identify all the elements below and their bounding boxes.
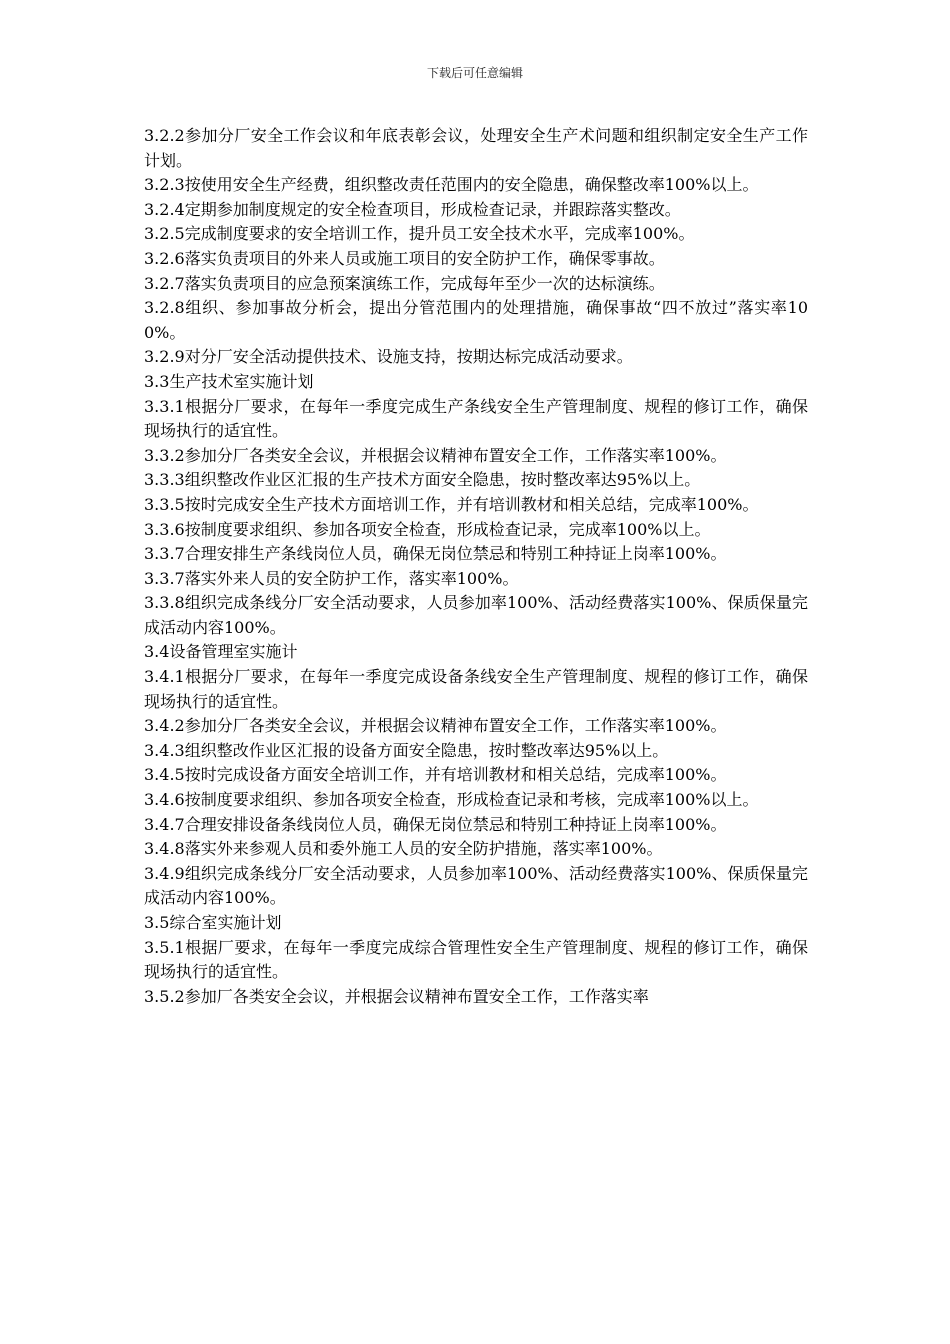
- paragraph-3-3-1: 3.3.1根据分厂要求，在每年一季度完成生产条线安全生产管理制度、规程的修订工作，确保现场执行的适宜性。: [144, 396, 808, 441]
- page-header: 下载后可任意编辑: [426, 66, 523, 80]
- paragraph-3-4-6: 3.4.6按制度要求组织、参加各项安全检查，形成检查记录和考核，完成率100%以上。: [144, 790, 759, 810]
- paragraph-3-3-2: 3.3.2参加分厂各类安全会议，并根据会议精神布置安全工作，工作落实率100%。: [144, 445, 727, 465]
- paragraph-3-2-2: 3.2.2参加分厂安全工作会议和年底表彰会议，处理安全生产术问题和组织制定安全生产工作计划。: [144, 126, 808, 170]
- paragraph-3-3-3: 3.3.3组织整改作业区汇报的生产技术方面安全隐患，按时整改率达95%以上。: [144, 470, 701, 490]
- section-heading-3-5: 3.5综合室实施计划: [144, 913, 282, 932]
- paragraph-3-2-5: 3.2.5完成制度要求的安全培训工作，提升员工安全技术水平，完成率100%。: [144, 224, 695, 244]
- document-body: [144, 124, 808, 1009]
- paragraph-3-4-8: 3.4.8落实外来参观人员和委外施工人员的安全防护措施，落实率100%。: [144, 839, 663, 859]
- paragraph-3-3-8: 3.3.8组织完成条线分厂安全活动要求，人员参加率100%、活动经费落实100%、保质保量完成活动内容100%。: [144, 593, 808, 637]
- paragraph-3-2-7: 3.2.7落实负责项目的应急预案演练工作，完成每年至少一次的达标演练。: [144, 273, 665, 293]
- section-heading-3-4: 3.4设备管理室实施计: [144, 642, 298, 662]
- paragraph-3-2-3: 3.2.3按使用安全生产经费，组织整改责任范围内的安全隐患，确保整改率100%以上。: [144, 175, 759, 195]
- paragraph-3-5-1: 3.5.1根据厂要求，在每年一季度完成综合管理性安全生产管理制度、规程的修订工作，确保现场执行的适宜性。: [144, 937, 808, 982]
- paragraph-3-2-4: 3.2.4定期参加制度规定的安全检查项目，形成检查记录，并跟踪落实整改。: [144, 199, 681, 219]
- paragraph-3-2-6: 3.2.6落实负责项目的外来人员或施工项目的安全防护工作，确保零事故。: [144, 248, 665, 268]
- paragraph-3-4-3: 3.4.3组织整改作业区汇报的设备方面安全隐患，按时整改率达95%以上。: [144, 740, 669, 760]
- paragraph-3-4-7: 3.4.7合理安排设备条线岗位人员，确保无岗位禁忌和特别工种持证上岗率100%。: [144, 814, 727, 834]
- paragraph-3-4-5: 3.4.5按时完成设备方面安全培训工作，并有培训教材和相关总结，完成率100%。: [144, 765, 727, 785]
- paragraph-3-3-7b: 3.3.7落实外来人员的安全防护工作，落实率100%。: [144, 568, 519, 588]
- paragraph-3-3-6: 3.3.6按制度要求组织、参加各项安全检查，形成检查记录，完成率100%以上。: [144, 519, 711, 539]
- paragraph-3-4-1: 3.4.1根据分厂要求，在每年一季度完成设备条线安全生产管理制度、规程的修订工作，确保现场执行的适宜性。: [144, 667, 808, 711]
- paragraph-3-5-2: 3.5.2参加厂各类安全会议，并根据会议精神布置安全工作，工作落实率: [144, 986, 649, 1006]
- paragraph-3-2-9: 3.2.9对分厂安全活动提供技术、设施支持，按期达标完成活动要求。: [144, 347, 633, 367]
- paragraph-3-4-2: 3.4.2参加分厂各类安全会议，并根据会议精神布置安全工作，工作落实率100%。: [144, 716, 727, 736]
- paragraph-3-3-7a: 3.3.7合理安排生产条线岗位人员，确保无岗位禁忌和特别工种持证上岗率100%。: [144, 544, 727, 564]
- paragraph-3-4-9: 3.4.9组织完成条线分厂安全活动要求，人员参加率100%、活动经费落实100%、保质保量完成活动内容100%。: [144, 863, 808, 908]
- paragraph-3-2-8: 3.2.8组织、参加事故分析会，提出分管范围内的处理措施，确保事故“四不放过”落实率100%。: [144, 298, 808, 342]
- paragraph-3-3-5: 3.3.5按时完成安全生产技术方面培训工作，并有培训教材和相关总结，完成率100%。: [144, 494, 759, 514]
- section-heading-3-3: 3.3生产技术室实施计划: [144, 371, 314, 391]
